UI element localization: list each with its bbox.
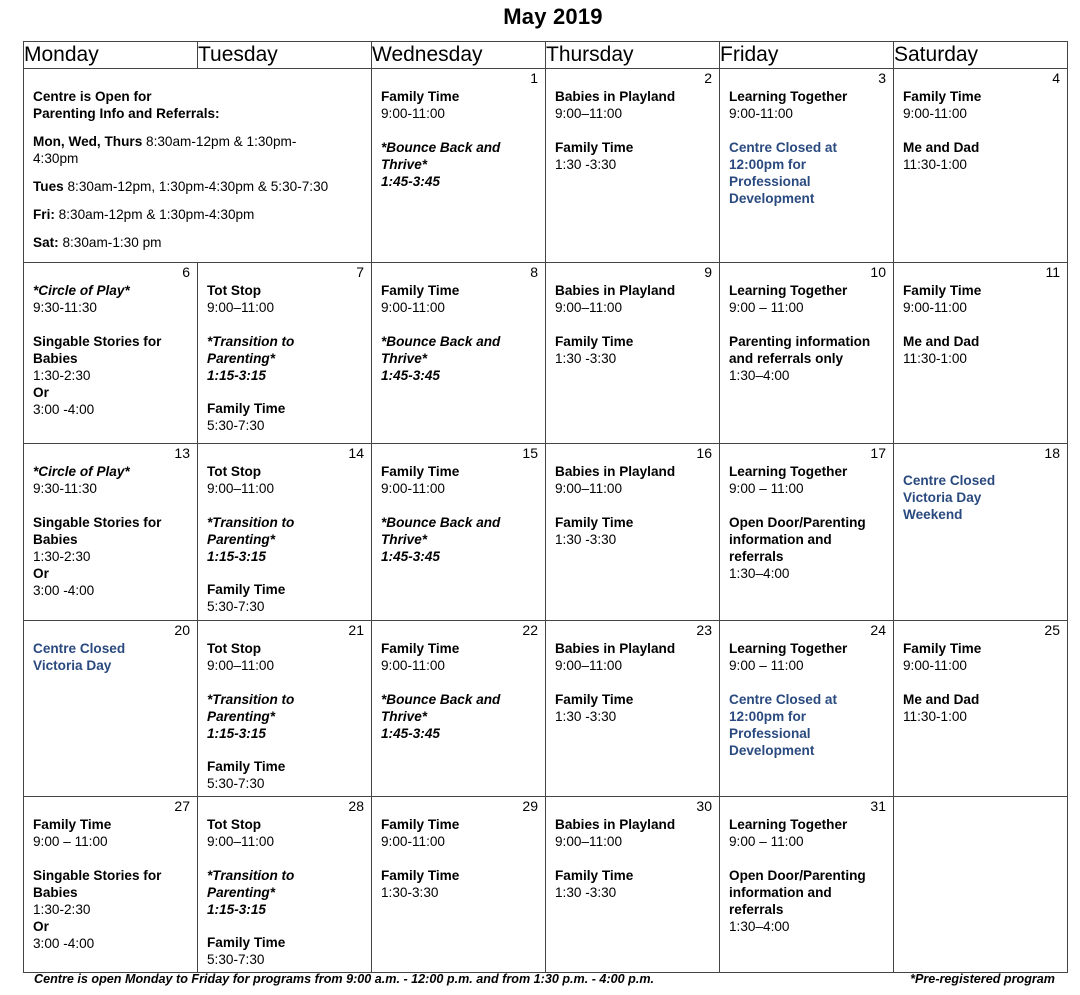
event-time: 1:30–4:00 [729, 565, 790, 581]
event-title: Family Time [555, 867, 634, 883]
event-time: 9:00-11:00 [381, 300, 445, 315]
day-events [720, 621, 893, 759]
event-title: Learning Together [729, 464, 848, 479]
spacer [729, 122, 893, 139]
day-number: 30 [696, 798, 712, 814]
spacer [903, 316, 1067, 333]
event-time: 9:00 – 11:00 [33, 834, 108, 849]
event-title: Babies [33, 884, 78, 900]
day-number: 10 [870, 264, 886, 280]
event-title: 1:45-3:45 [381, 548, 440, 564]
event-title: 1:15-3:15 [207, 548, 266, 564]
spacer [33, 316, 197, 333]
event-time: 9:00–11:00 [555, 106, 623, 121]
event-title: Family Time [555, 514, 634, 530]
event-time: 9:00–11:00 [207, 481, 275, 496]
event-title: 1:15-3:15 [207, 901, 266, 917]
event-title: Family Time [207, 935, 286, 950]
day-events [894, 69, 1067, 173]
event-title: Family Time [903, 89, 982, 104]
hours-label-fri: Fri: [33, 207, 55, 222]
event-title: Learning Together [729, 817, 848, 832]
event-title: Parenting information [729, 333, 871, 349]
event-title: Family Time [381, 817, 460, 832]
day-cell [894, 621, 1068, 797]
hours-sat: 8:30am-1:30 pm [58, 235, 162, 250]
event-time: 9:00–11:00 [555, 481, 623, 496]
event-title: Babies in Playland [555, 283, 676, 298]
event-title: Singable Stories for [33, 514, 162, 530]
event-title: *Bounce Back and [381, 691, 501, 707]
event-title: *Bounce Back and [381, 514, 501, 530]
closure-notice: 12:00pm for [729, 708, 807, 724]
event-time: 9:00-11:00 [381, 834, 445, 849]
event-title: Babies [33, 350, 78, 366]
event-time: 1:30 -3:30 [555, 884, 617, 900]
hours-label-sat: Sat: [33, 235, 59, 250]
day-number: 14 [348, 445, 364, 461]
spacer [555, 850, 719, 867]
day-cell [894, 69, 1068, 263]
event-title: Singable Stories for [33, 867, 162, 883]
event-title: *Transition to [207, 333, 295, 349]
event-time: 5:30-7:30 [207, 776, 265, 791]
day-cell [720, 69, 894, 263]
spacer [729, 497, 893, 514]
event-title: Family Time [381, 464, 460, 479]
event-title: *Circle of Play* [33, 464, 130, 479]
day-events [546, 444, 719, 548]
day-number: 9 [704, 264, 712, 280]
day-cell [372, 621, 546, 797]
spacer [33, 497, 197, 514]
event-title: Family Time [207, 582, 286, 597]
spacer [555, 122, 719, 139]
footer-preregistered-note: *Pre-registered program [910, 972, 1055, 986]
day-number: 6 [182, 264, 190, 280]
event-title: 1:45-3:45 [381, 725, 440, 741]
day-events [24, 621, 197, 674]
event-time: 1:30-3:30 [381, 884, 439, 900]
hours-label-mon-wed-thurs: Mon, Wed, Thurs [33, 134, 143, 149]
day-cell [372, 797, 546, 973]
day-events [546, 69, 719, 173]
event-title: referrals [729, 548, 784, 564]
event-title: Family Time [381, 283, 460, 298]
day-number: 24 [870, 622, 886, 638]
hours-mon-wed-thurs-cont: 4:30pm [33, 151, 79, 166]
day-number: 21 [348, 622, 364, 638]
day-events [24, 797, 197, 952]
event-title: Parenting* [207, 884, 275, 900]
event-title: Singable Stories for [33, 333, 162, 349]
event-time: 11:30-1:00 [903, 350, 967, 366]
event-title: information and [729, 884, 832, 900]
event-time: 9:00 – 11:00 [729, 658, 804, 673]
event-time: 9:00 – 11:00 [729, 834, 804, 849]
spacer [207, 674, 371, 691]
event-time: 9:00 – 11:00 [729, 481, 804, 496]
day-number: 13 [174, 445, 190, 461]
event-title: Learning Together [729, 641, 848, 656]
event-title: Or [33, 918, 49, 934]
day-cell [546, 621, 720, 797]
event-time: 11:30-1:00 [903, 156, 967, 172]
event-title: *Bounce Back and [381, 333, 501, 349]
event-title: Family Time [207, 759, 286, 774]
hours-label-tues: Tues [33, 179, 64, 194]
footer-hours-note: Centre is open Monday to Friday for programs from 9:00 a.m. - 12:00 p.m. and from 1:30 p.m. - 4:00 p.m. [34, 972, 655, 986]
event-title: Family Time [555, 139, 634, 155]
day-cell [372, 263, 546, 444]
closure-notice: Centre Closed [903, 473, 996, 488]
event-title: Or [33, 565, 49, 581]
day-header-tuesday: Tuesday [198, 42, 372, 69]
day-number: 23 [696, 622, 712, 638]
day-number: 25 [1044, 622, 1060, 638]
event-time: 9:00-11:00 [381, 658, 445, 673]
day-events [720, 444, 893, 582]
day-header-friday: Friday [720, 42, 894, 69]
day-events [894, 797, 1067, 816]
event-title: Tot Stop [207, 817, 262, 832]
event-title: Tot Stop [207, 283, 262, 298]
spacer [555, 497, 719, 514]
day-events [894, 444, 1067, 523]
spacer [729, 850, 893, 867]
event-title: Family Time [555, 691, 634, 707]
event-title: *Circle of Play* [33, 283, 130, 298]
event-time: 9:00-11:00 [729, 106, 793, 121]
hours-mon-wed-thurs: 8:30am-12pm & 1:30pm- [142, 134, 297, 149]
event-time: 3:00 -4:00 [33, 935, 95, 951]
event-title: *Transition to [207, 514, 295, 530]
day-cell [24, 797, 198, 973]
day-events [720, 797, 893, 935]
day-number: 11 [1045, 264, 1060, 280]
event-title: Thrive* [381, 708, 428, 724]
calendar-grid [23, 41, 1068, 973]
event-time: 9:00-11:00 [903, 658, 967, 673]
event-title: information and [729, 531, 832, 547]
day-events [372, 69, 545, 190]
day-number: 29 [522, 798, 538, 814]
day-number: 2 [704, 70, 712, 86]
day-cell [372, 444, 546, 621]
event-title: Open Door/Parenting [729, 514, 866, 530]
day-number: 20 [174, 622, 190, 638]
open-info-subheading: Parenting Info and Referrals: [33, 106, 220, 121]
event-time: 9:00–11:00 [555, 658, 623, 673]
spacer [207, 497, 371, 514]
day-number: 8 [530, 264, 538, 280]
day-events [372, 797, 545, 901]
event-title: Babies in Playland [555, 817, 676, 832]
event-time: 1:30 -3:30 [555, 708, 617, 724]
day-cell [720, 797, 894, 973]
day-cell [198, 797, 372, 973]
event-time: 11:30-1:00 [903, 708, 967, 724]
day-events [720, 263, 893, 384]
day-number: 16 [696, 445, 712, 461]
event-title: Family Time [381, 867, 460, 883]
day-cell [24, 263, 198, 444]
day-cell [546, 444, 720, 621]
spacer [729, 674, 893, 691]
event-title: Babies in Playland [555, 89, 676, 104]
event-time: 1:30-2:30 [33, 548, 91, 564]
day-number: 31 [870, 798, 886, 814]
spacer [207, 850, 371, 867]
week-row [24, 263, 1068, 444]
day-number: 4 [1052, 70, 1060, 86]
event-time: 9:00–11:00 [207, 834, 275, 849]
spacer [729, 316, 893, 333]
day-number: 15 [522, 445, 538, 461]
event-time: 9:00 – 11:00 [729, 300, 804, 315]
spacer [555, 316, 719, 333]
day-events [198, 621, 371, 792]
open-info-heading: Centre is Open for [33, 89, 152, 104]
event-title: Family Time [207, 401, 286, 416]
event-title: Or [33, 384, 49, 400]
day-number: 22 [522, 622, 538, 638]
event-time: 9:30-11:30 [33, 481, 97, 496]
day-cell [546, 263, 720, 444]
day-header-thursday: Thursday [546, 42, 720, 69]
event-title: 1:45-3:45 [381, 173, 440, 189]
event-time: 1:30–4:00 [729, 367, 790, 383]
closure-notice: Development [729, 190, 815, 206]
event-time: 9:00–11:00 [207, 658, 275, 673]
spacer [381, 122, 545, 139]
hours-fri: 8:30am-12pm & 1:30pm-4:30pm [54, 207, 255, 222]
day-header-row [24, 42, 1068, 69]
event-title: Family Time [33, 817, 112, 832]
day-events [198, 797, 371, 968]
event-time: 5:30-7:30 [207, 418, 265, 433]
spacer [555, 674, 719, 691]
event-title: Parenting* [207, 708, 275, 724]
event-time: 1:30 -3:30 [555, 350, 617, 366]
event-time: 9:00–11:00 [555, 834, 623, 849]
day-events [894, 621, 1067, 725]
event-title: Open Door/Parenting [729, 867, 866, 883]
event-title: Tot Stop [207, 641, 262, 656]
day-events [24, 444, 197, 599]
day-cell [198, 444, 372, 621]
day-number: 18 [1044, 445, 1060, 461]
day-events [546, 621, 719, 725]
event-time: 9:00-11:00 [903, 106, 967, 121]
event-title: Me and Dad [903, 333, 980, 349]
day-events [546, 263, 719, 367]
event-title: Family Time [381, 641, 460, 656]
day-events [372, 263, 545, 384]
day-cell [546, 797, 720, 973]
event-time: 9:00–11:00 [207, 300, 275, 315]
event-time: 1:30 -3:30 [555, 156, 617, 172]
event-time: 9:00–11:00 [555, 300, 623, 315]
day-number: 3 [878, 70, 886, 86]
event-title: Family Time [381, 89, 460, 104]
closure-notice: Professional [729, 173, 811, 189]
event-title: Me and Dad [903, 139, 980, 155]
event-time: 1:30 -3:30 [555, 531, 617, 547]
closure-notice: Victoria Day [903, 490, 982, 505]
spacer [207, 316, 371, 333]
closure-notice: Professional [729, 725, 811, 741]
event-time: 3:00 -4:00 [33, 582, 95, 598]
event-title: Thrive* [381, 156, 428, 172]
day-events [24, 263, 197, 418]
day-cell [720, 621, 894, 797]
spacer [903, 122, 1067, 139]
event-title: 1:45-3:45 [381, 367, 440, 383]
closure-notice: Centre Closed at [729, 139, 838, 155]
event-time: 1:30-2:30 [33, 367, 91, 383]
closure-notice: Weekend [903, 507, 963, 522]
event-time: 5:30-7:30 [207, 599, 265, 614]
page-title: May 2019 [503, 4, 603, 29]
week-row [24, 69, 1068, 263]
event-title: Family Time [555, 333, 634, 349]
day-number: 28 [348, 798, 364, 814]
event-time: 3:00 -4:00 [33, 401, 95, 417]
day-cell [198, 263, 372, 444]
week-row [24, 621, 1068, 797]
event-title: Family Time [903, 641, 982, 656]
day-cell [198, 621, 372, 797]
event-title: and referrals only [729, 350, 844, 366]
event-title: Me and Dad [903, 691, 980, 707]
spacer [33, 850, 197, 867]
event-title: Learning Together [729, 283, 848, 298]
spacer [207, 384, 371, 401]
closure-notice: 12:00pm for [729, 156, 807, 172]
day-number: 7 [356, 264, 364, 280]
spacer [381, 497, 545, 514]
closure-notice: Victoria Day [33, 658, 112, 673]
day-number: 17 [870, 445, 886, 461]
closure-notice: Centre Closed [33, 641, 126, 656]
day-header-monday: Monday [24, 42, 198, 69]
spacer [207, 742, 371, 759]
closure-notice: Development [729, 742, 815, 758]
event-title: *Transition to [207, 867, 295, 883]
event-title: referrals [729, 901, 784, 917]
day-header-wednesday: Wednesday [372, 42, 546, 69]
day-events [546, 797, 719, 901]
event-title: *Transition to [207, 691, 295, 707]
centre-open-info-cell [24, 69, 372, 263]
event-time: 9:30-11:30 [33, 300, 97, 315]
event-title: Babies in Playland [555, 641, 676, 656]
event-title: Thrive* [381, 531, 428, 547]
hours-tues: 8:30am-12pm, 1:30pm-4:30pm & 5:30-7:30 [63, 179, 329, 194]
spacer [207, 918, 371, 935]
event-title: 1:15-3:15 [207, 367, 266, 383]
day-header-saturday: Saturday [894, 42, 1068, 69]
event-title: 1:15-3:15 [207, 725, 266, 741]
event-title: Parenting* [207, 531, 275, 547]
day-events [198, 444, 371, 615]
day-cell [372, 69, 546, 263]
event-title: Family Time [903, 283, 982, 298]
week-row [24, 797, 1068, 973]
event-title: Babies in Playland [555, 464, 676, 479]
day-events [198, 263, 371, 434]
spacer [381, 674, 545, 691]
event-title: Thrive* [381, 350, 428, 366]
event-time: 9:00-11:00 [903, 300, 967, 315]
event-title: Babies [33, 531, 78, 547]
day-cell [720, 444, 894, 621]
day-cell [894, 263, 1068, 444]
day-cell [24, 621, 198, 797]
event-time: 9:00-11:00 [381, 481, 445, 496]
spacer [903, 674, 1067, 691]
event-time: 5:30-7:30 [207, 952, 265, 967]
day-number: 1 [530, 70, 538, 86]
day-events [720, 69, 893, 207]
event-title: Parenting* [207, 350, 275, 366]
event-time: 1:30–4:00 [729, 918, 790, 934]
spacer [381, 850, 545, 867]
week-row [24, 444, 1068, 621]
day-cell [24, 444, 198, 621]
spacer [207, 565, 371, 582]
closure-notice: Centre Closed at [729, 691, 838, 707]
day-number: 27 [174, 798, 190, 814]
day-events [372, 444, 545, 565]
event-time: 1:30-2:30 [33, 901, 91, 917]
event-time: 9:00-11:00 [381, 106, 445, 121]
event-title: Tot Stop [207, 464, 262, 479]
day-cell [894, 444, 1068, 621]
day-cell [720, 263, 894, 444]
day-cell [546, 69, 720, 263]
day-cell [894, 797, 1068, 973]
event-title: *Bounce Back and [381, 139, 501, 155]
event-title: Learning Together [729, 89, 848, 104]
day-events [372, 621, 545, 742]
spacer [381, 316, 545, 333]
day-events [894, 263, 1067, 367]
